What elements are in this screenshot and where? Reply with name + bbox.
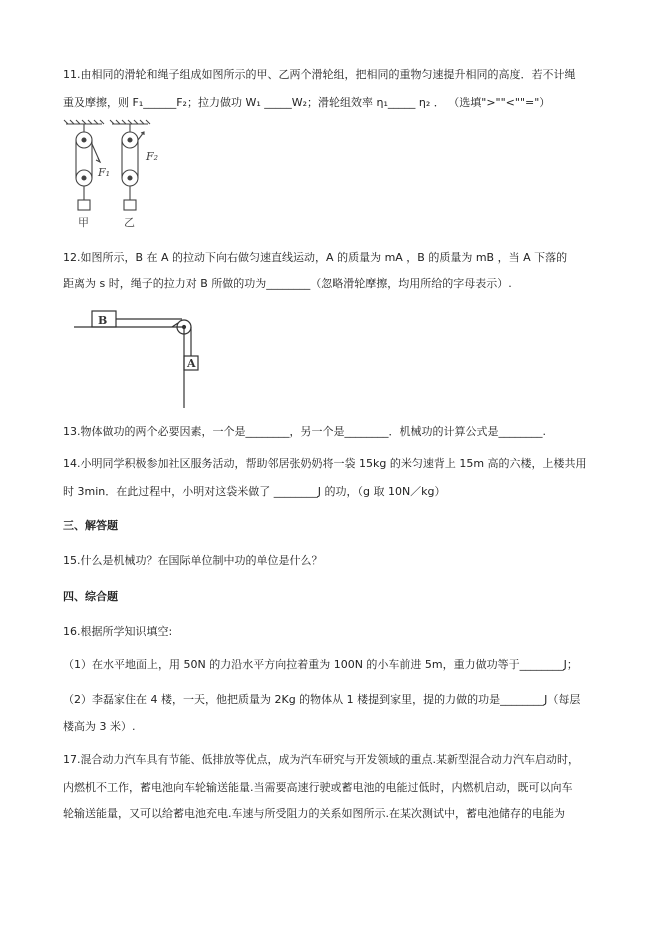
q13-text: 13.物体做功的两个必要因素，一个是________，另一个是________．机械功的计算公式是________. xyxy=(63,425,546,438)
label-f1: F₁ xyxy=(98,166,111,179)
q12-text-line1: 12.如图所示，B 在 A 的拉动下向右做匀速直线运动，A 的质量为 mA ，B 的质量为 mB ，当 A 下落的 xyxy=(63,251,568,264)
q14-text-line1: 14.小明同学积极参加社区服务活动，帮助邻居张奶奶将一袋 15kg 的米匀速背上 15m 高的六楼，上楼共用 xyxy=(63,457,587,470)
q17-text-line3: 轮输送能量，又可以给蓄电池充电.车速与所受阻力的关系如图所示.在某次测试中，蓄电池储存的电能为 xyxy=(63,807,565,820)
section-title-3: 三、解答题 xyxy=(63,519,118,532)
force-f2-arrow xyxy=(138,132,144,140)
block-a-label: A xyxy=(187,357,196,370)
q11-text-line1: 11.由相同的滑轮和绳子组成如图所示的甲、乙两个滑轮组，把相同的重物匀速提升相同的高度．若不计绳 xyxy=(63,68,576,81)
section-title-4: 四、综合题 xyxy=(63,590,118,603)
label-f2: F₂ xyxy=(146,150,159,163)
q16-part2-line1: （2）李磊家住在 4 楼，一天，他把质量为 2Kg 的物体从 1 楼提到家里，提的力做的功是________J（每层 xyxy=(63,693,581,706)
q16-part2-line2: 楼高为 3 米）. xyxy=(63,720,136,733)
q17-text-line2: 内燃机不工作，蓄电池向车轮输送能量.当需要高速行驶或蓄电池的电能过低时，内燃机启动，既可以向车 xyxy=(63,781,573,794)
q17-text-line1: 17.混合动力汽车具有节能、低排放等优点，成为汽车研究与开发领域的重点.某新型混合动力汽车启动时， xyxy=(63,753,579,766)
q14-text-line2: 时 3min．在此过程中，小明对这袋米做了 ________J 的功，（g 取 10N／kg） xyxy=(63,485,446,498)
label-yi: 乙 xyxy=(124,216,135,229)
q16-part1: （1）在水平地面上，用 50N 的力沿水平方向拉着重为 100N 的小车前进 5m，重力做功等于________J； xyxy=(63,658,578,671)
pulley-figure-q11 xyxy=(62,118,172,230)
pulley-figure-q12 xyxy=(72,308,212,410)
block-b-label: B xyxy=(98,314,108,327)
q12-text-line2: 距离为 s 时，绳子的拉力对 B 所做的功为________（忽略滑轮摩擦，均用所给的字母表示）. xyxy=(63,277,512,290)
q15-text: 15.什么是机械功？在国际单位制中功的单位是什么？ xyxy=(63,554,323,567)
q11-text-line2: 重及摩擦，则 F₁______F₂；拉力做功 W₁ _____W₂；滑轮组效率 η₁_____ η₂ ． （选填">""<""="） xyxy=(63,96,551,109)
q16-intro: 16.根据所学知识填空: xyxy=(63,625,173,638)
label-jia: 甲 xyxy=(78,216,89,229)
